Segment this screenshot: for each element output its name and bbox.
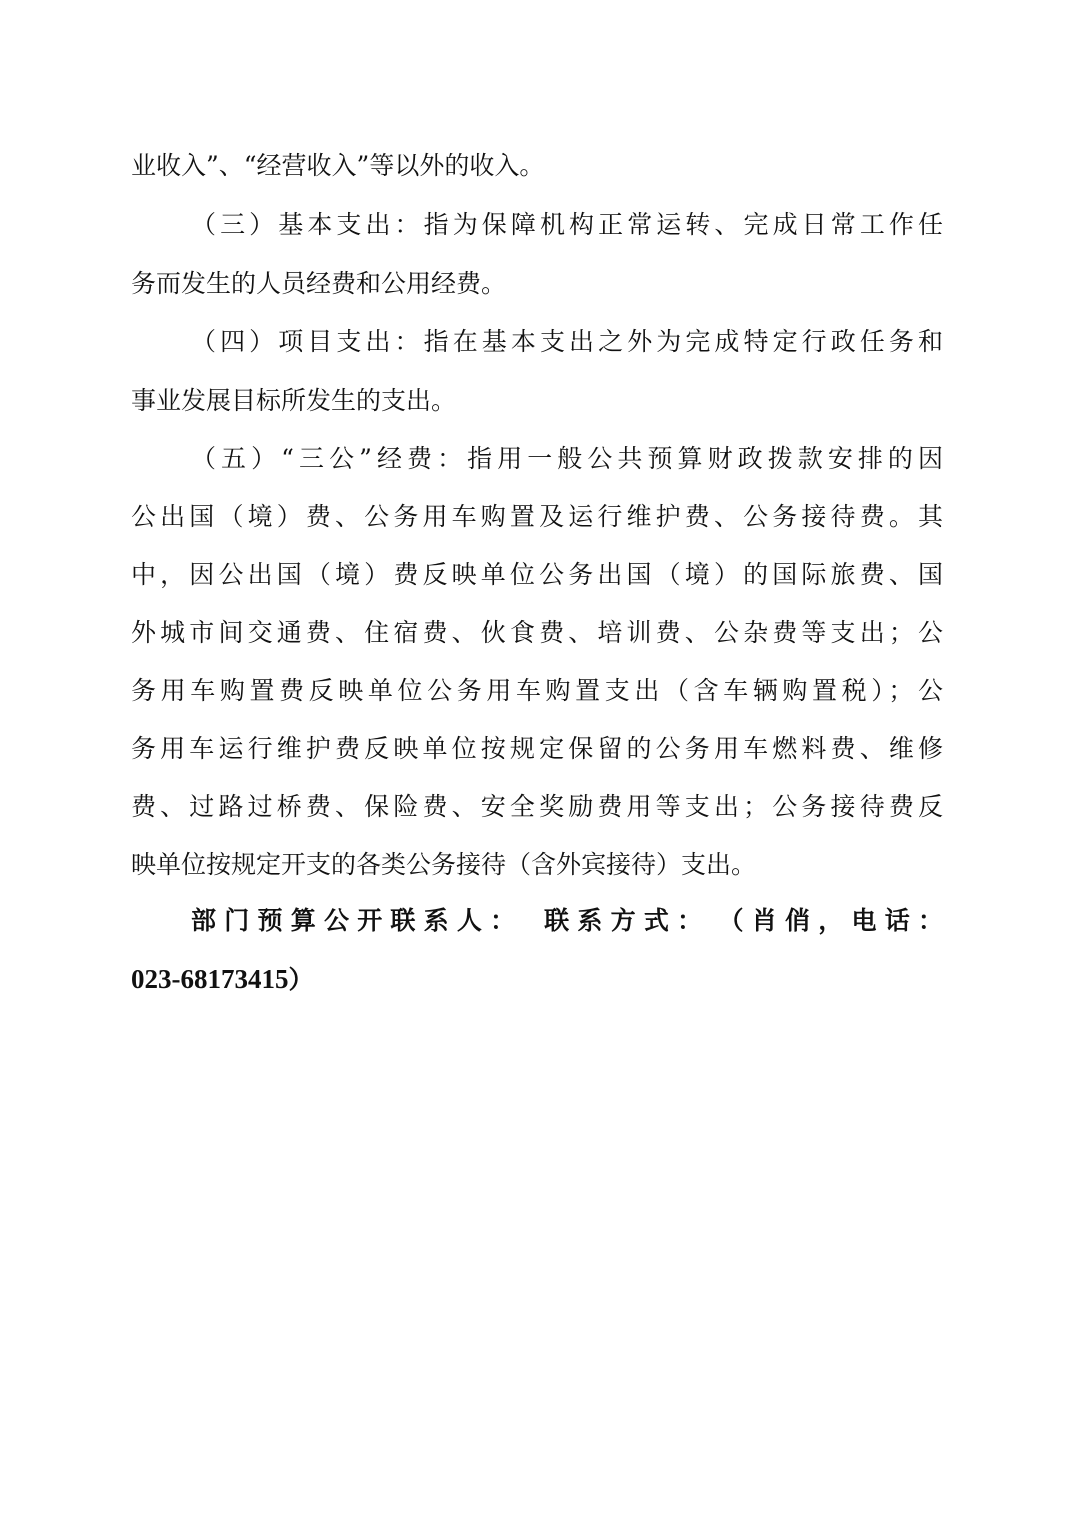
paragraph-line: （三）基本支出：指为保障机构正常运转、完成日常工作任: [191, 210, 943, 239]
paragraph-line: 业收入”、“经营收入”等以外的收入。: [131, 151, 545, 180]
paragraph-line: 费、过路过桥费、保险费、安全奖励费用等支出；公务接待费反: [131, 792, 943, 821]
contact-close-paren: ）: [288, 965, 314, 994]
contact-phone-line: [131, 957, 943, 1001]
paragraph-line: （五）“三公”经费：指用一般公共预算财政拨款安排的因: [191, 444, 943, 473]
paragraph-line: 映单位按规定开支的各类公务接待（含外宾接待）支出。: [131, 850, 757, 879]
paragraph-line: 公出国（境）费、公务用车购置及运行维护费、公务接待费。其: [131, 502, 943, 531]
contact-phone: 023-68173415: [131, 964, 289, 994]
paragraph-line: 务用车运行维护费反映单位按规定保留的公务用车燃料费、维修: [131, 734, 943, 763]
paragraph-line: 务而发生的人员经费和公用经费。: [131, 269, 507, 298]
paragraph-line: （四）项目支出：指在基本支出之外为完成特定行政任务和: [191, 327, 943, 356]
paragraph-line: 外城市间交通费、住宿费、伙食费、培训费、公杂费等支出；公: [131, 618, 943, 647]
contact-line: 部门预算公开联系人： 联系方式： （肖俏，电话：: [191, 906, 943, 935]
paragraph-line: 中，因公出国（境）费反映单位公务出国（境）的国际旅费、国: [131, 560, 943, 589]
paragraph-line: 务用车购置费反映单位公务用车购置支出（含车辆购置税）；公: [131, 676, 943, 705]
paragraph-line: 事业发展目标所发生的支出。: [131, 386, 457, 415]
